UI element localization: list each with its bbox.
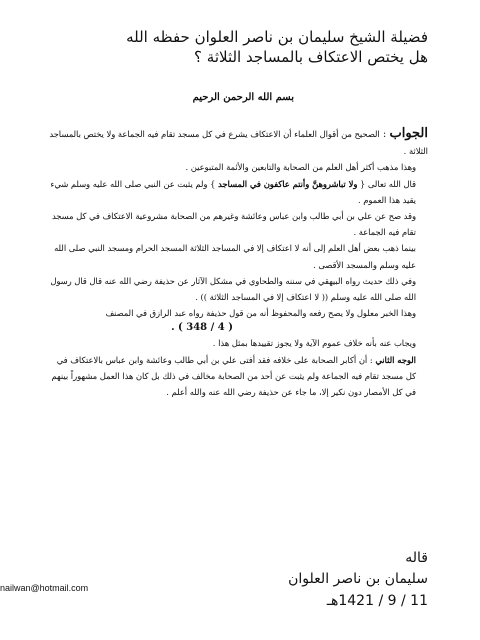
paragraph-9 (48, 352, 428, 401)
paragraph-8: ويجاب عنه بأنه خلاف عموم الآية ولا يجوز تقييدها بمثل هذا . (212, 338, 416, 349)
paragraph-2: وهذا مذهب أكثر أهل العلم من الصحابة والتابعين والأئمة المتبوعين . (185, 162, 416, 173)
paragraph-3-start: قال الله تعالى { (357, 178, 416, 189)
source-reference: ( 4 / 348 ) . (171, 322, 233, 334)
paragraph-6: وفي ذلك حديث رواه البيهقي في سننه والطحاوي في مشكل الآثار عن حذيفة رضي الله عنه قال قال رسول الله صلى الله عليه وسلم (( لا اعتكاف إلا في المساجد الثلاثة )) . (50, 275, 416, 303)
paragraph-9-text: : أن أكابر الصحابة على خلافه فقد أفتى علي بن أبي طالب وعائشة وابن عباس بالاعتكاف في كل مسجد تقام فيه الجماعة ولم يثبت عن أحد من الصحابة مخالف في ذلك بل كان هذا العمل مشهوراً بينهم في كل الأمصار دون نكير إلا، ما جاء عن حذيفة رضي الله عنه والله أعلم . (51, 354, 416, 398)
answer-body (48, 126, 428, 400)
signature-name: سليمان بن ناصر العلوان (288, 571, 428, 587)
paragraph-5: بينما ذهب بعض أهل العلم إلى أنه لا اعتكاف إلا في المساجد الثلاثة المسجد الحرام ومسجد النبي صلى الله عليه وسلم والمسجد الأقصى . (54, 243, 416, 270)
paragraph-1 (48, 126, 428, 159)
basmala: بسم الله الرحمن الرحيم (192, 92, 294, 103)
answer-label: الجواب (389, 126, 428, 141)
signature-said: قاله (405, 550, 428, 566)
email-address[interactable]: nailwan@hotmail.com (0, 583, 89, 593)
quran-verse: ولا تباشروهنَّ وأنتم عاكفون في المساجد (218, 178, 358, 189)
paragraph-3-end: } ولم يثبت عن النبي صلى الله عليه وسلم شيء يقيد هذا العموم . (50, 178, 416, 205)
paragraph-3 (48, 176, 428, 208)
paragraph-4: وقد صح عن علي بن أبي طالب وابن عباس وعائشة وغيرهم من الصحابة مشروعية الاعتكاف في كل مسجد تقام فيه الجماعة . (51, 211, 416, 238)
answer-colon: : (379, 129, 390, 140)
header-title: فضيلة الشيخ سليمان بن ناصر العلوان حفظه الله (126, 28, 428, 46)
question-text: هل يختص الاعتكاف بالمساجد الثلاثة ؟ (194, 48, 428, 66)
paragraph-7-text: وهذا الخبر معلول ولا يصح رفعه والمحفوظ أنه من قول حذيفة رواه عبد الرازق في المصنف (105, 308, 416, 319)
paragraph-1-text: الصحيح من أقوال العلماء أن الاعتكاف يشرع في كل مسجد تقام فيه الجماعة ولا يختص بالمساجد الثلاثة . (49, 129, 428, 157)
second-aspect-label: الوجه الثاني (375, 354, 416, 365)
paragraph-7 (48, 305, 428, 335)
signature-date: 11 / 9 / 1421هـ (326, 593, 428, 609)
